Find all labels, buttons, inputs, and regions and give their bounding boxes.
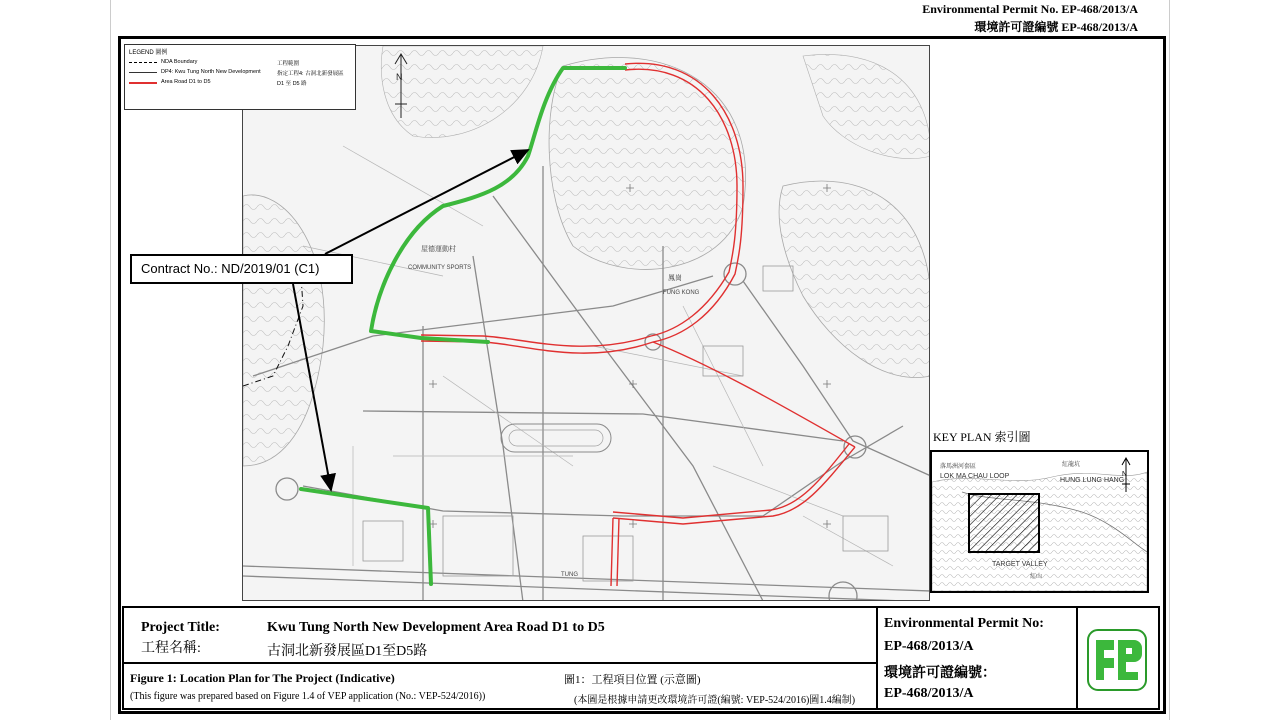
permit-number-zh: EP-468/2013/A bbox=[884, 686, 974, 701]
legend-label-en: Area Road D1 to D5 bbox=[161, 79, 211, 85]
legend-row-boundary bbox=[129, 59, 353, 66]
project-title-label-en: Project Title: bbox=[141, 620, 220, 635]
legend-label-zh: 工程範圍 bbox=[277, 61, 300, 67]
kp-lmc-zh: 落馬洲河套區 bbox=[940, 463, 977, 470]
legend-label-en: NDA Boundary bbox=[161, 59, 198, 65]
kp-hlh-zh: 紅龍坑 bbox=[1062, 461, 1081, 468]
key-plan-title: KEY PLAN 索引圖 bbox=[933, 430, 1031, 444]
callout-arrow-north bbox=[325, 150, 528, 254]
epd-logo bbox=[1078, 608, 1156, 708]
figure-caption-zh: 圖1：工程項目位置 (示意圖) bbox=[564, 674, 701, 686]
legend-title: LEGEND 圖例 bbox=[129, 50, 168, 56]
contract-callout: Contract No.: ND/2019/01 (C1) bbox=[130, 254, 353, 284]
header-permit-zh: 環境許可證編號 EP-468/2013/A bbox=[974, 20, 1138, 34]
figure-note-zh: (本圖是根據申請更改環境許可證(編號: VEP-524/2016)圖1.4編制) bbox=[574, 695, 856, 706]
label-fung-kong-en: FUNG KONG bbox=[663, 290, 700, 296]
kp-hlh-en: HUNG LUNG HANG bbox=[1060, 477, 1125, 484]
callout-arrow-south bbox=[293, 284, 331, 490]
figure-caption-en: Figure 1: Location Plan for The Project (Indicative) bbox=[130, 671, 395, 685]
project-title-label-zh: 工程名稱: bbox=[141, 641, 201, 656]
map-legend bbox=[124, 44, 356, 110]
kp-tv-zh: 紅山 bbox=[1030, 573, 1043, 580]
permit-block bbox=[878, 606, 1078, 710]
header-permit-en: Environmental Permit No. EP-468/2013/A bbox=[922, 2, 1138, 16]
legend-label-en: DP4: Kwu Tung North New Development bbox=[161, 69, 261, 75]
permit-label-zh: 環境許可證編號： bbox=[884, 666, 996, 681]
map-north-label: N bbox=[396, 72, 403, 82]
legend-swatch-boundary bbox=[129, 62, 157, 63]
kp-tv-en: TARGET VALLEY bbox=[992, 561, 1048, 568]
label-community-zh: 屋德運動村 bbox=[421, 245, 456, 253]
legend-row-road bbox=[129, 79, 353, 86]
legend-swatch-dp4 bbox=[129, 72, 157, 73]
label-tung: TUNG bbox=[561, 572, 578, 578]
key-plan-north-label: N bbox=[1122, 471, 1128, 478]
label-community-en: COMMUNITY SPORTS bbox=[408, 265, 472, 271]
legend-label-zh: 指定工程4: 古洞北新發展區 bbox=[277, 71, 344, 77]
logo-block bbox=[1078, 606, 1160, 710]
project-title-zh: 古洞北新發展區D1至D5路 bbox=[267, 644, 428, 659]
label-fung-kong-zh: 鳳崗 bbox=[668, 274, 682, 282]
project-site-marker bbox=[969, 494, 1039, 552]
permit-label-en: Environmental Permit No: bbox=[884, 616, 1044, 631]
legend-row-dp4 bbox=[129, 69, 353, 76]
key-plan-canvas bbox=[932, 452, 1147, 591]
legend-swatch-road bbox=[129, 82, 157, 84]
kp-lmc-en-1: LOK MA CHAU LOOP bbox=[940, 473, 1010, 480]
figure-caption-block bbox=[122, 664, 878, 710]
title-block bbox=[122, 606, 878, 664]
permit-number: EP-468/2013/A bbox=[884, 639, 974, 654]
legend-label-zh: D1 至 D5 路 bbox=[277, 81, 307, 87]
project-title-en: Kwu Tung North New Development Area Road D1 to D5 bbox=[267, 620, 605, 635]
key-plan bbox=[930, 450, 1149, 593]
figure-note-en: (This figure was prepared based on Figure 1.4 of VEP application (No.: VEP-524/2016)) bbox=[130, 691, 486, 702]
